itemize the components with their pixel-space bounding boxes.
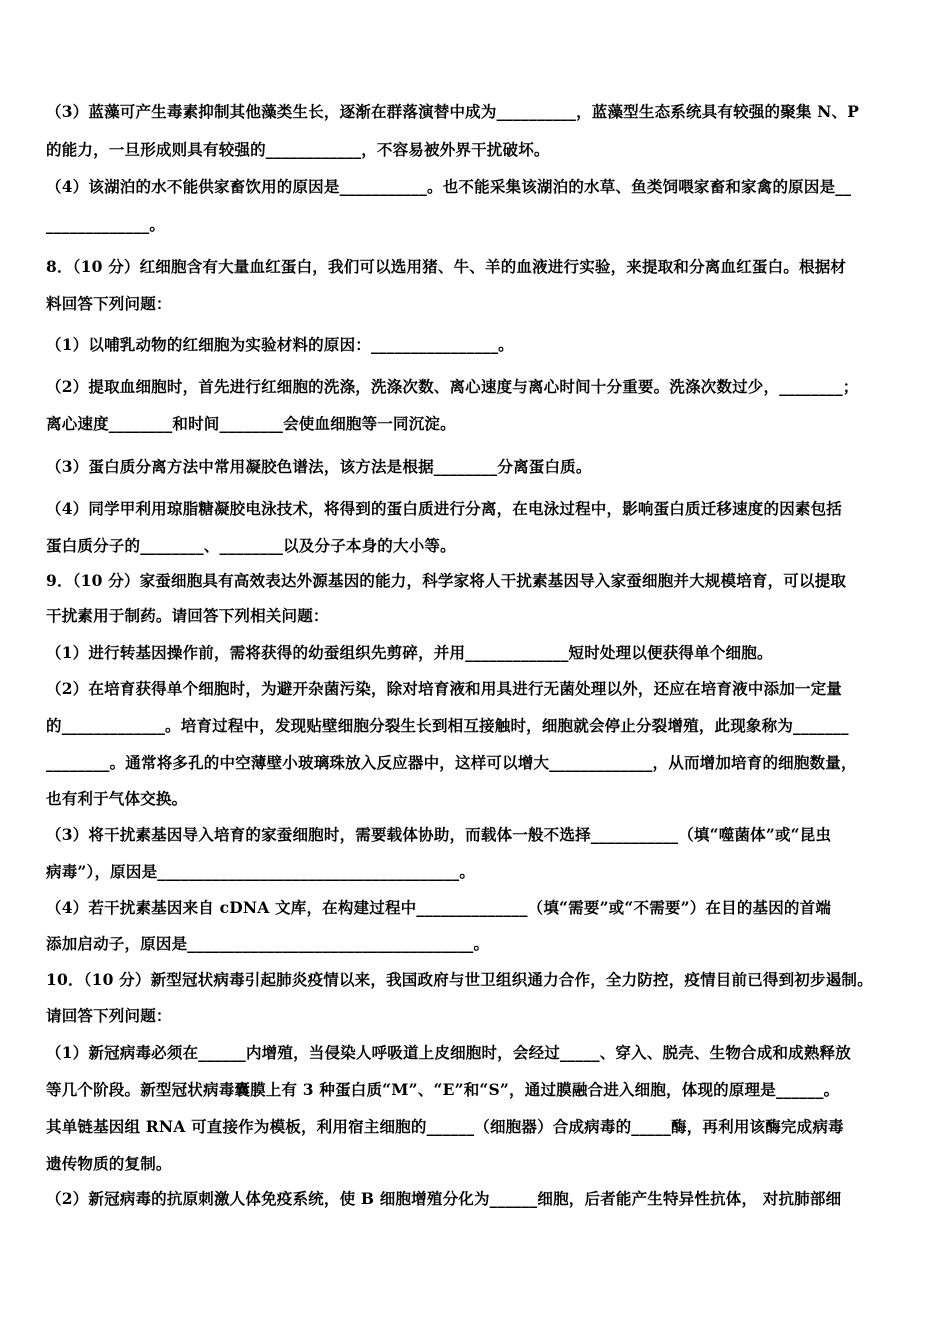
text-line: 请回答下列问题： bbox=[46, 1006, 172, 1025]
text-line: ________。通常将多孔的中空薄壁小玻璃珠放入反应器中，这样可以增大_____________，从而增加培育的细胞数量， bbox=[46, 753, 857, 772]
text-line: （3）蓝藻可产生毒素抑制其他藻类生长，逐渐在群落演替中成为__________，蓝藻型生态系统具有较强的聚集 N、P bbox=[46, 102, 860, 121]
text-line: 也有利于气体交换。 bbox=[46, 789, 188, 808]
text-line: 的_____________。培育过程中，发现贴壁细胞分裂生长到相互接触时，细胞就会停止分裂增殖，此现象称为_______ bbox=[46, 716, 849, 735]
text-line: 蛋白质分子的________、________以及分子本身的大小等。 bbox=[46, 536, 456, 555]
text-line: （4）该湖泊的水不能供家畜饮用的原因是___________。也不能采集该湖泊的水草、鱼类饲喂家畜和家禽的原因是__ bbox=[46, 177, 852, 196]
text-line: （2）在培育获得单个细胞时，为避开杂菌污染，除对培育液和用具进行无菌处理以外，还应在培育液中添加一定量 bbox=[46, 679, 842, 698]
text-line: （1）以哺乳动物的红细胞为实验材料的原因：________________。 bbox=[46, 335, 514, 354]
text-line: （2）提取血细胞时，首先进行红细胞的洗涤，洗涤次数、离心速度与离心时间十分重要。洗涤次数过少，________； bbox=[46, 377, 859, 396]
text-line: 病毒”），原因是______________________________________。 bbox=[46, 862, 476, 881]
text-line: （4）若干扰素基因来自 cDNA 文库，在构建过程中______________（填“需要”或“不需要”）在目的基因的首端 bbox=[46, 898, 832, 917]
text-line: 干扰素用于制药。请回答下列相关问题： bbox=[46, 606, 329, 625]
text-line: 等几个阶段。新型冠状病毒囊膜上有 3 种蛋白质“M”、“E”和“S”，通过膜融合进入细胞，体现的原理是______。 bbox=[46, 1080, 840, 1099]
text-line: （2）新冠病毒的抗原刺激人体免疫系统，使 B 细胞增殖分化为______细胞，后者能产生特异性抗体， 对抗肺部细 bbox=[46, 1189, 842, 1208]
text-line: （3）将干扰素基因导入培育的家蚕细胞时，需要载体协助，而载体一般不选择___________（填“噬菌体”或“昆虫 bbox=[46, 825, 832, 844]
text-line: （1）进行转基因操作前，需将获得的幼蚕组织先剪碎，并用_____________短时处理以便获得单个细胞。 bbox=[46, 643, 773, 662]
text-line: 料回答下列问题： bbox=[46, 294, 172, 313]
text-line: _____________。 bbox=[46, 215, 166, 234]
text-line: 添加启动子，原因是____________________________________。 bbox=[46, 934, 490, 953]
text-line: 其单链基因组 RNA 可直接作为模板，利用宿主细胞的______（细胞器）合成病毒的_____酶，再利用该酶完成病毒 bbox=[46, 1117, 844, 1136]
text-line: （1）新冠病毒必须在______内增殖，当侵染人呼吸道上皮细胞时，会经过_____、穿入、脱壳、生物合成和成熟释放 bbox=[46, 1043, 851, 1062]
text-line: 离心速度________和时间________会使血细胞等一同沉淀。 bbox=[46, 414, 456, 433]
text-line: 遗传物质的复制。 bbox=[46, 1154, 172, 1173]
text-line: （4）同学甲利用琼脂糖凝胶电泳技术，将得到的蛋白质进行分离，在电泳过程中，影响蛋白质迁移速度的因素包括 bbox=[46, 499, 842, 518]
question-9-heading: 9．（10 分）家蚕细胞具有高效表达外源基因的能力，科学家将人干扰素基因导入家蚕细胞并大规模培育，可以提取 bbox=[46, 571, 847, 590]
text-line: （3）蛋白质分离方法中常用凝胶色谱法，该方法是根据________分离蛋白质。 bbox=[46, 457, 592, 476]
question-10-heading: 10．（10 分）新型冠状病毒引起肺炎疫情以来，我国政府与世卫组织通力合作，全力防控，疫情目前已得到初步遏制。 bbox=[46, 970, 873, 989]
text-line: 的能力，一旦形成则具有较强的____________，不容易被外界干扰破坏。 bbox=[46, 140, 550, 159]
question-8-heading: 8．（10 分）红细胞含有大量血红蛋白，我们可以选用猪、牛、羊的血液进行实验，来提取和分离血红蛋白。根据材 bbox=[46, 257, 847, 276]
